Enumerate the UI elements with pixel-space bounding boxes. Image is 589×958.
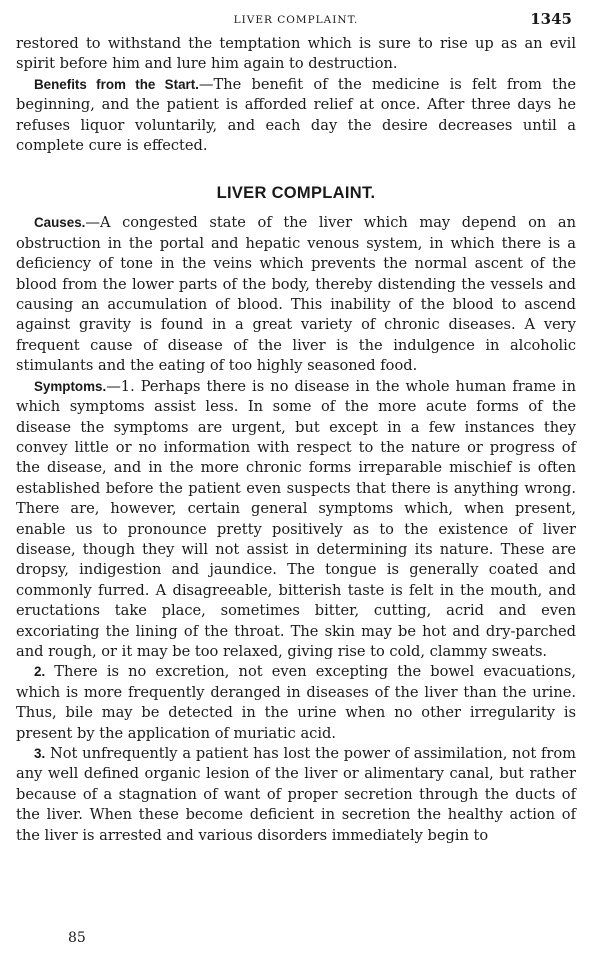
book-page (16, 10, 576, 950)
benefits-paragraph (16, 75, 576, 157)
causes-lead: Causes. (34, 215, 86, 231)
running-title: LIVER COMPLAINT. (233, 14, 359, 26)
benefits-text: —The benefit of the medicine is felt from the beginning, and the patient is afforded relief at once. After three days he refuses liquor voluntarily, and each day the desire decreases until a complete cure is effected. (16, 75, 577, 155)
item-2-lead: 2. (34, 664, 46, 680)
section-heading: LIVER COMPLAINT. (216, 184, 376, 203)
symptoms-text: —1. Perhaps there is no disease in the whole human frame in which symptoms assist less. In some of the more acute forms of the disease the symptoms are urgent, but except in a few instances they convey little or no information with respect to the nature or progress of the disease, and in the more chronic forms irreparable mischief is often established before the patient even suspects that there is anything wrong. There are, however, certain general symptoms which, when present, enable us to pronounce pretty positively as to the existence of liver disease, though they will not assist in determining its nature. These are dropsy, indigestion and jaundice. The tongue is generally coated and commonly furred. A disagreeable, bitterish taste is felt in the mouth, and eructations take place, sometimes bitter, cutting, acrid and even excoriating the lining of the throat. The skin may be hot and dry-parched and rough, or it may be too relaxed, giving rise to cold, clammy sweats. (16, 377, 576, 660)
item-3-paragraph (16, 744, 576, 846)
item-3-text: Not unfrequently a patient has lost the power of assimilation, not from any well defined organic lesion of the liver or alimentary canal, but rather because of a stagnation of want of proper secretion through the ducts of the liver. When these become deficient in secretion the healthy action of the liver is arrested and various disorders immediately begin to (16, 745, 576, 844)
continued-paragraph-text: restored to withstand the temptation which is sure to rise up as an evil spirit before him and lure him again to destruction. (16, 35, 576, 73)
causes-paragraph (16, 213, 576, 376)
symptoms-paragraph (16, 377, 576, 663)
item-2-text: There is no excretion, not even excepting the bowel evacuations, which is more frequently deranged in diseases of the liver than the urine. Thus, bile may be detected in the urine when no other irregularity is present by the application of muriatic acid. (16, 663, 576, 742)
causes-text: —A congested state of the liver which may depend on an obstruction in the portal and hepatic venous system, in which there is a deficiency of tone in the veins which prevents the normal ascent of the blood from the lower parts of the body, thereby distending the vessels and causing an accumulation of blood. This inability of the blood to ascend against gravity is found in a great variety of chronic diseases. A very frequent cause of disease of the liver is the indulgence in alcoholic stimulants and the eating of too highly seasoned food. (16, 214, 576, 375)
item-3-lead: 3. (34, 746, 46, 761)
page-number: 1345 (530, 10, 572, 28)
benefits-lead: Benefits from the Start. (34, 76, 199, 92)
running-head (16, 10, 576, 34)
symptoms-lead: Symptoms. (34, 378, 107, 394)
continued-paragraph (16, 34, 576, 75)
signature-mark: 85 (68, 930, 86, 946)
item-2-paragraph (16, 662, 576, 744)
